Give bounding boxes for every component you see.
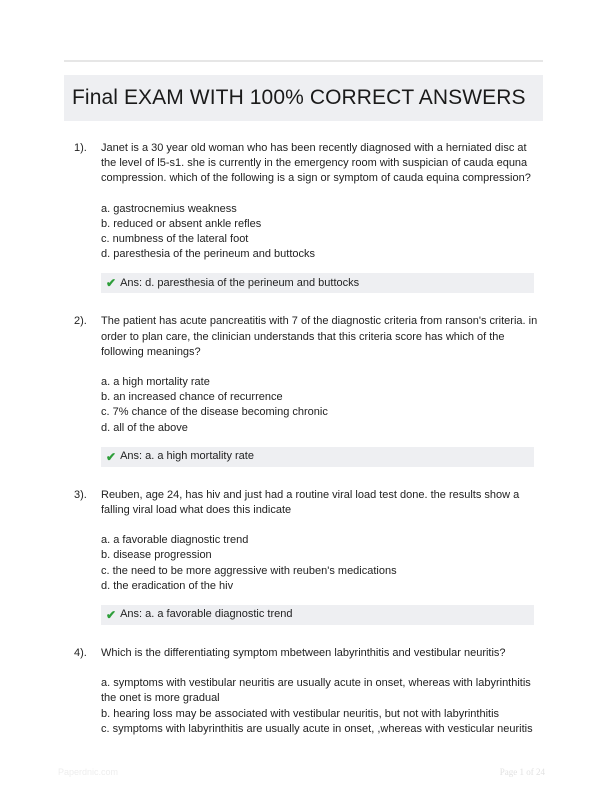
answer-box xyxy=(101,605,534,625)
option-list xyxy=(101,676,544,737)
option-a: a. gastrocnemius weakness xyxy=(101,202,237,215)
option-b: b. an increased chance of recurrence xyxy=(101,391,283,404)
option-list xyxy=(101,202,544,263)
page-title: Final EXAM WITH 100% CORRECT ANSWERS xyxy=(72,86,526,109)
question-list xyxy=(64,141,544,758)
page-number: Page 1 of 24 xyxy=(499,767,545,777)
option-c: c. the need to be more aggressive with reuben's medications xyxy=(101,564,397,577)
question-number: 4). xyxy=(74,647,87,660)
top-divider xyxy=(64,60,543,62)
answer-box xyxy=(101,273,534,293)
option-d: d. all of the above xyxy=(101,421,188,434)
footer-watermark: Paperdnic.com xyxy=(58,767,119,777)
question-text: Reuben, age 24, has hiv and just had a routine viral load test done. the results show a falling viral load what does this indicate xyxy=(101,488,520,517)
check-icon: ✔ xyxy=(106,449,117,464)
option-a: a. a favorable diagnostic trend xyxy=(101,534,249,547)
option-list xyxy=(101,375,544,436)
question-number: 1). xyxy=(74,142,87,154)
question-1 xyxy=(64,141,544,293)
answer-box xyxy=(101,447,534,467)
question-2 xyxy=(64,314,544,466)
option-b: b. hearing loss may be associated with vestibular neuritis, but not with labyrinthitis xyxy=(101,707,500,720)
question-number: 3). xyxy=(74,488,87,501)
question-4 xyxy=(64,646,544,737)
check-icon: ✔ xyxy=(106,276,117,291)
check-icon: ✔ xyxy=(106,608,117,623)
option-c: c. 7% chance of the disease becoming chronic xyxy=(101,406,328,419)
option-c: c. symptoms with labyrinthitis are usually acute in onset, ,whereas with vesticular neuritis xyxy=(101,722,533,735)
option-b: b. disease progression xyxy=(101,549,212,562)
question-text: Janet is a 30 year old woman who has been recently diagnosed with a herniated disc at the level of l5-s1. she is currently in the emergency room with suspician of cauda equna compression. which of the following is a sign or symptom of cauda equina compression? xyxy=(101,142,531,185)
question-text: Which is the differentiating symptom mbetween labyrinthitis and vestibular neuritis? xyxy=(101,647,506,660)
answer-text: Ans: d. paresthesia of the perineum and buttocks xyxy=(120,276,360,289)
option-d: d. paresthesia of the perineum and buttocks xyxy=(101,248,316,261)
option-list xyxy=(101,533,544,594)
question-number: 2). xyxy=(74,315,87,328)
question-text: The patient has acute pancreatitis with 7 of the diagnostic criteria from ranson's criteria. in order to plan care, the clinician understands that this criteria score has which of the following meanings? xyxy=(101,315,538,358)
option-d: d. the eradication of the hiv xyxy=(101,579,234,592)
option-b: b. reduced or absent ankle refles xyxy=(101,217,262,230)
question-3 xyxy=(64,488,544,625)
option-a: a. symptoms with vestibular neuritis are usually acute in onset, whereas with labyrinthitis the onet is more gradual xyxy=(101,677,531,705)
answer-text: Ans: a. a favorable diagnostic trend xyxy=(120,608,293,621)
title-bar xyxy=(64,75,543,121)
option-c: c. numbness of the lateral foot xyxy=(101,233,249,246)
answer-text: Ans: a. a high mortality rate xyxy=(120,450,254,463)
option-a: a. a high mortality rate xyxy=(101,376,210,389)
